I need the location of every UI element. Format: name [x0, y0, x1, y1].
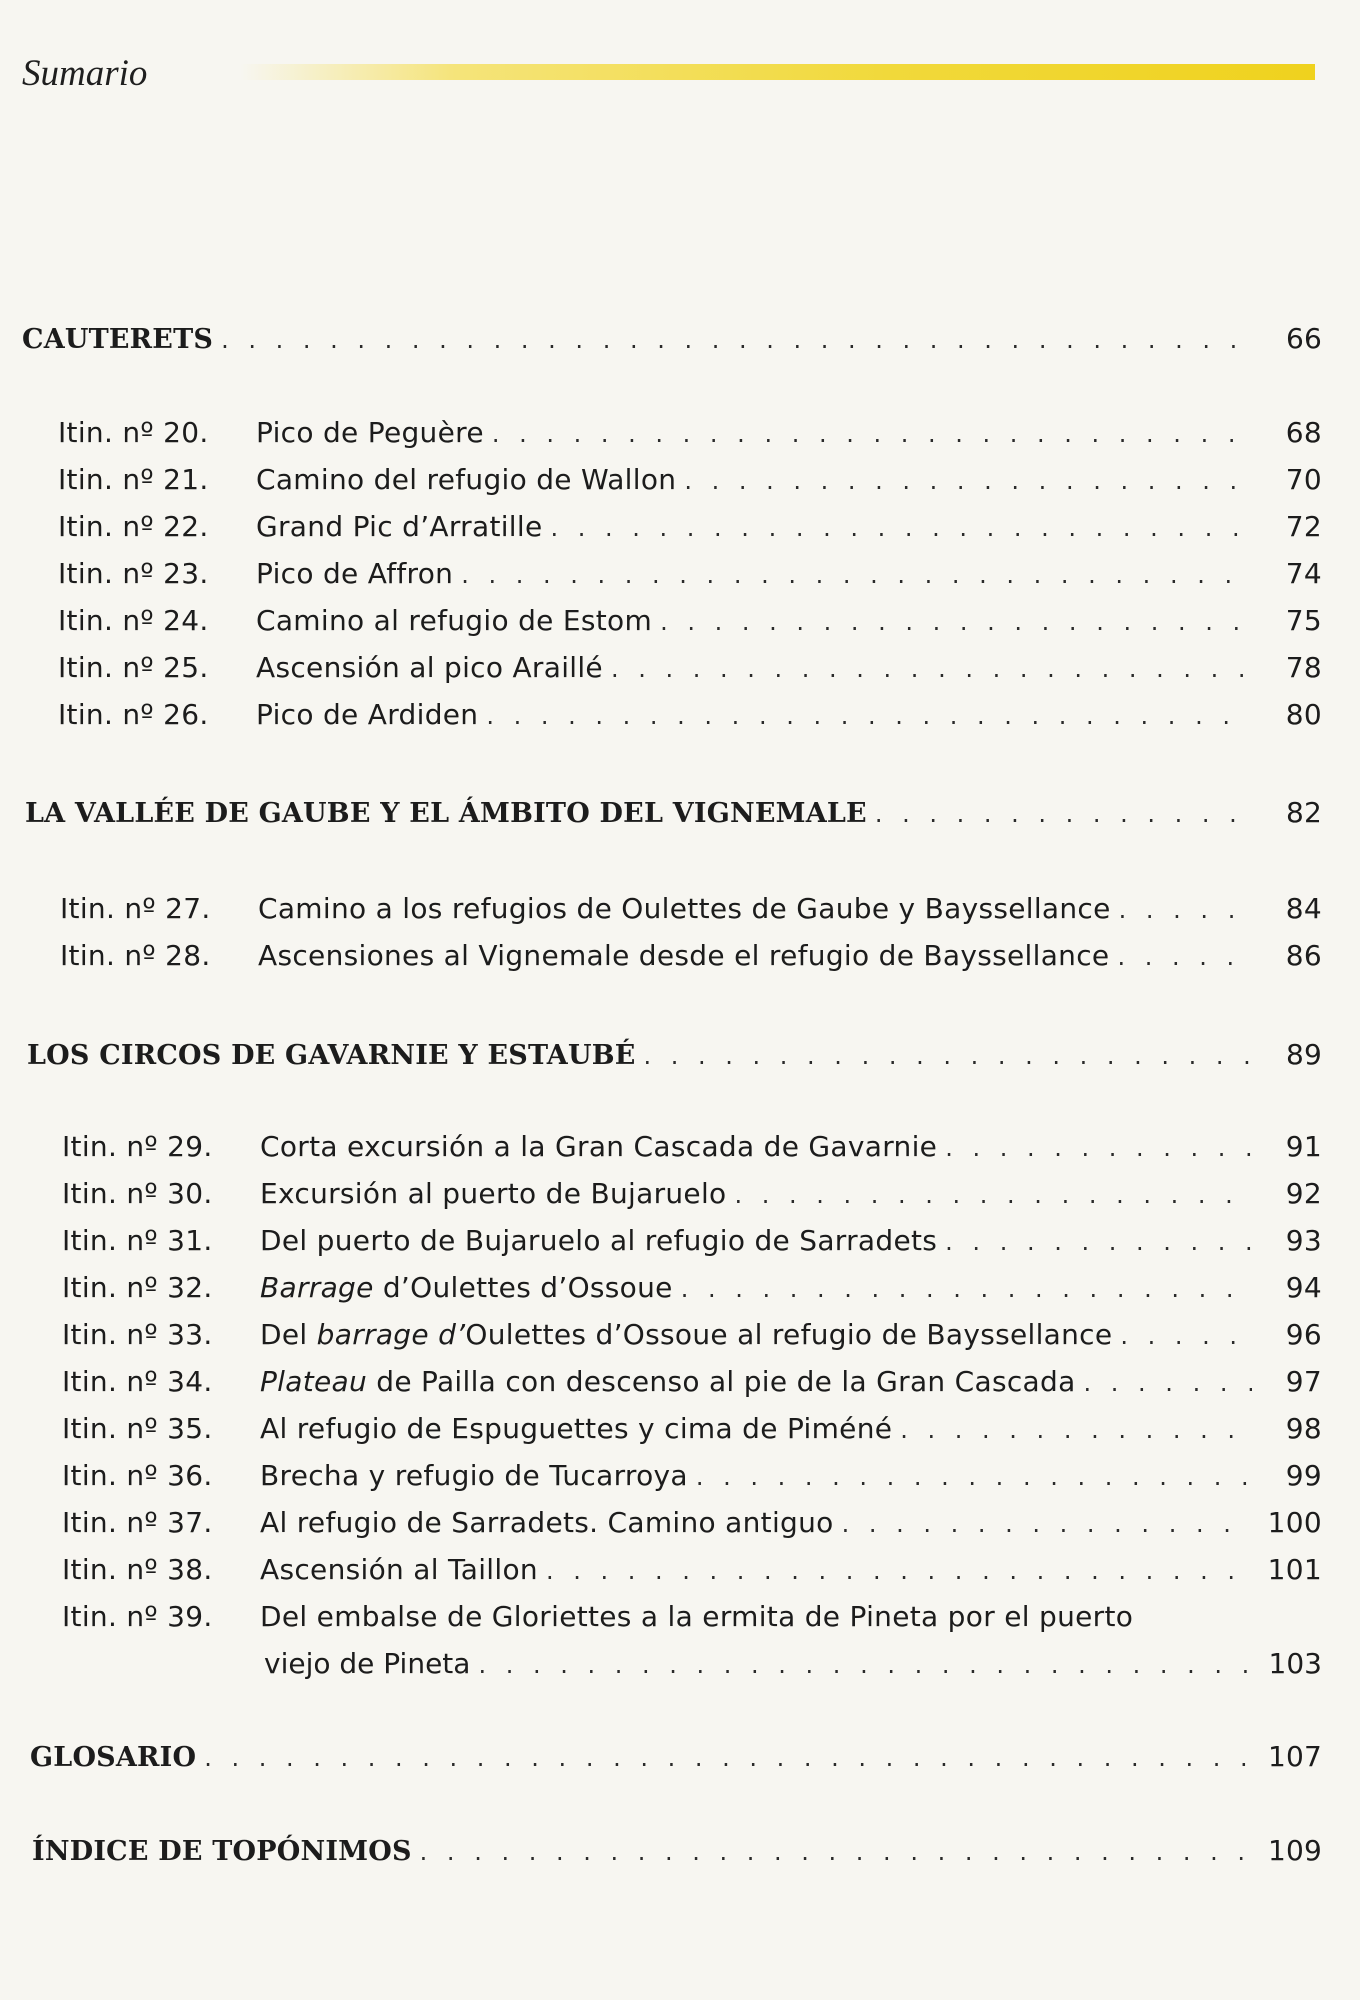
item-title — [260, 1365, 1076, 1398]
page-number: 75 — [1285, 604, 1322, 637]
itinerary-number: Itin. nº 21. — [58, 463, 209, 496]
item-title: Excursión al puerto de Bujaruelo — [260, 1177, 727, 1210]
dot-leader — [945, 1134, 1252, 1162]
item-title-continued: viejo de Pineta — [264, 1647, 471, 1680]
page-number: 89 — [1285, 1038, 1322, 1071]
item-title: Ascensión al pico Araillé — [256, 651, 603, 684]
item-title: Camino al refugio de Estom — [256, 604, 653, 637]
itinerary-number: Itin. nº 22. — [58, 510, 209, 543]
item-title: Del embalse de Gloriettes a la ermita de Pineta por el puerto — [260, 1600, 1134, 1633]
dot-leader — [1084, 1369, 1252, 1397]
dot-leader — [644, 1042, 1253, 1070]
itinerary-number: Itin. nº 20. — [58, 416, 209, 449]
item-title: Del puerto de Bujaruelo al refugio de Sarradets — [260, 1224, 938, 1257]
dot-leader — [486, 702, 1252, 730]
toc-section-cauterets[interactable] — [22, 322, 1322, 355]
itinerary-number: Itin. nº 39. — [62, 1600, 213, 1633]
item-title: Pico de Ardiden — [256, 698, 479, 731]
title-rest: de Pailla con descenso al pie de la Gran Cascada — [367, 1365, 1076, 1398]
page-number: 86 — [1285, 939, 1322, 972]
dot-leader — [945, 1228, 1252, 1256]
page-number: 109 — [1267, 1834, 1322, 1867]
title-rest: d’Oulettes d’Ossoue — [373, 1271, 673, 1304]
itinerary-number: Itin. nº 33. — [62, 1318, 213, 1351]
page-number: 100 — [1267, 1506, 1322, 1539]
page-number: 84 — [1285, 892, 1322, 925]
itinerary-number: Itin. nº 37. — [62, 1506, 213, 1539]
toc-item[interactable] — [58, 698, 1322, 731]
page-number: 103 — [1268, 1647, 1322, 1680]
toc-item[interactable] — [58, 510, 1322, 543]
itinerary-number: Itin. nº 32. — [62, 1271, 213, 1304]
itinerary-number: Itin. nº 28. — [60, 939, 211, 972]
item-title — [260, 1318, 1112, 1351]
item-title: Pico de Peguère — [256, 416, 484, 449]
itinerary-number: Itin. nº 31. — [62, 1224, 213, 1257]
page-number: 94 — [1285, 1271, 1322, 1304]
toc-section-indice[interactable] — [32, 1834, 1322, 1867]
toc-item[interactable] — [62, 1459, 1322, 1492]
item-title: Camino a los refugios de Oulettes de Gaube y Bayssellance — [258, 892, 1111, 925]
dot-leader — [875, 800, 1252, 828]
toc-item[interactable] — [62, 1553, 1322, 1586]
italic-term: Barrage — [260, 1271, 374, 1304]
toc-item-continuation[interactable] — [264, 1647, 1322, 1680]
dot-leader — [420, 1838, 1252, 1866]
toc-item[interactable] — [60, 892, 1322, 925]
page-number: 93 — [1285, 1224, 1322, 1257]
item-title: Pico de Affron — [256, 557, 454, 590]
dot-leader — [900, 1416, 1252, 1444]
section-title: LA VALLÉE DE GAUBE Y EL ÁMBITO DEL VIGNEMALE — [25, 798, 867, 829]
toc-section-gavarnie[interactable] — [27, 1038, 1322, 1071]
itinerary-number: Itin. nº 27. — [60, 892, 211, 925]
item-title: Corta excursión a la Gran Cascada de Gavarnie — [260, 1130, 938, 1163]
dot-leader — [1117, 943, 1252, 971]
title-pre: Del — [260, 1318, 317, 1351]
italic-term: barrage d’ — [316, 1318, 466, 1351]
item-title — [260, 1271, 673, 1304]
toc-item[interactable] — [62, 1130, 1322, 1163]
item-title: Grand Pic d’Arratille — [256, 510, 543, 543]
itinerary-number: Itin. nº 29. — [62, 1130, 213, 1163]
page-number: 68 — [1285, 416, 1322, 449]
section-title: GLOSARIO — [30, 1742, 197, 1773]
dot-leader — [492, 420, 1252, 448]
page-number: 101 — [1267, 1553, 1322, 1586]
itinerary-number: Itin. nº 34. — [62, 1365, 213, 1398]
dot-leader — [551, 514, 1253, 542]
itinerary-number: Itin. nº 25. — [58, 651, 209, 684]
running-title: Sumario — [22, 53, 148, 94]
dot-leader — [221, 326, 1252, 354]
page-number: 72 — [1285, 510, 1322, 543]
itinerary-number: Itin. nº 36. — [62, 1459, 213, 1492]
item-title: Ascensiones al Vignemale desde el refugio de Bayssellance — [258, 939, 1110, 972]
toc-section-gaube[interactable] — [25, 796, 1322, 829]
dot-leader — [842, 1510, 1252, 1538]
toc-item[interactable] — [62, 1365, 1322, 1398]
toc-item[interactable] — [58, 651, 1322, 684]
toc-item[interactable] — [60, 939, 1322, 972]
page-number: 74 — [1285, 557, 1322, 590]
itinerary-number: Itin. nº 30. — [62, 1177, 213, 1210]
dot-leader — [611, 655, 1252, 683]
page-number: 97 — [1285, 1365, 1322, 1398]
page-number: 82 — [1285, 796, 1322, 829]
page-number: 70 — [1285, 463, 1322, 496]
toc-section-glosario[interactable] — [30, 1740, 1322, 1773]
page-number: 99 — [1285, 1459, 1322, 1492]
toc-item[interactable] — [62, 1506, 1322, 1539]
toc-item[interactable] — [58, 557, 1322, 590]
dot-leader — [684, 467, 1252, 495]
item-title: Al refugio de Sarradets. Camino antiguo — [260, 1506, 834, 1539]
page-number: 92 — [1285, 1177, 1322, 1210]
dot-leader — [696, 1463, 1252, 1491]
dot-leader — [478, 1651, 1252, 1679]
section-title: LOS CIRCOS DE GAVARNIE Y ESTAUBÉ — [27, 1040, 636, 1071]
dot-leader — [734, 1181, 1252, 1209]
toc-item[interactable] — [62, 1271, 1322, 1304]
toc-item[interactable] — [58, 463, 1322, 496]
toc-item[interactable] — [62, 1600, 1322, 1633]
itinerary-number: Itin. nº 26. — [58, 698, 209, 731]
dot-leader — [660, 608, 1252, 636]
itinerary-number: Itin. nº 35. — [62, 1412, 213, 1445]
dot-leader — [461, 561, 1252, 589]
section-title: ÍNDICE DE TOPÓNIMOS — [32, 1836, 412, 1867]
item-title: Camino del refugio de Wallon — [256, 463, 677, 496]
itinerary-number: Itin. nº 38. — [62, 1553, 213, 1586]
italic-term: Plateau — [260, 1365, 368, 1398]
page-number: 78 — [1285, 651, 1322, 684]
page-number: 80 — [1285, 698, 1322, 731]
toc-item[interactable] — [62, 1177, 1322, 1210]
page-number: 98 — [1285, 1412, 1322, 1445]
page-number: 96 — [1285, 1318, 1322, 1351]
section-title: CAUTERETS — [22, 324, 214, 355]
toc-item[interactable] — [62, 1318, 1322, 1351]
item-title: Al refugio de Espuguettes y cima de Piméné — [260, 1412, 893, 1445]
dot-leader — [681, 1275, 1252, 1303]
dot-leader — [546, 1557, 1252, 1585]
page-number: 107 — [1267, 1740, 1322, 1773]
page-number: 66 — [1285, 322, 1322, 355]
toc-item[interactable] — [62, 1224, 1322, 1257]
toc-item[interactable] — [62, 1412, 1322, 1445]
item-title: Ascensión al Taillon — [260, 1553, 538, 1586]
page-number: 91 — [1285, 1130, 1322, 1163]
title-rest: Oulettes d’Ossoue al refugio de Bayssellance — [465, 1318, 1113, 1351]
toc-item[interactable] — [58, 604, 1322, 637]
item-title: Brecha y refugio de Tucarroya — [260, 1459, 688, 1492]
itinerary-number: Itin. nº 23. — [58, 557, 209, 590]
dot-leader — [204, 1744, 1252, 1772]
dot-leader — [1119, 896, 1252, 924]
dot-leader — [1120, 1322, 1252, 1350]
toc-item[interactable] — [58, 416, 1322, 449]
itinerary-number: Itin. nº 24. — [58, 604, 209, 637]
